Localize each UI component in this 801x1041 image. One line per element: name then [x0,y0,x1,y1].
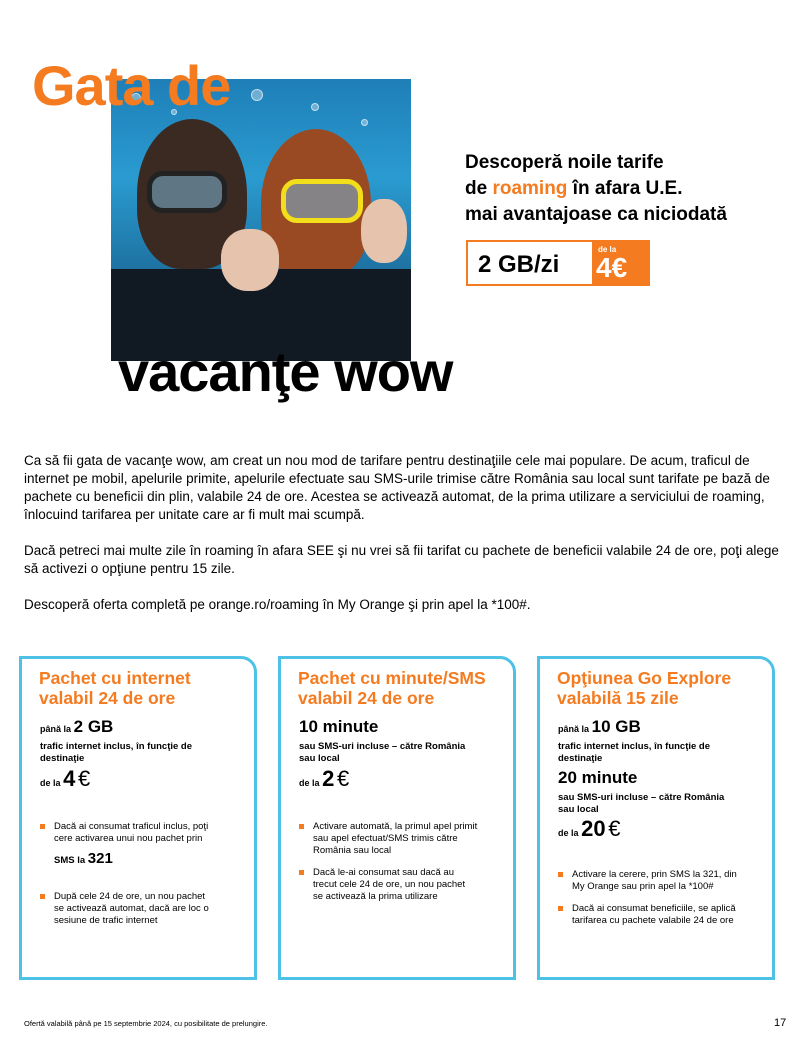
card-title-line-2: valabil 24 de ore [298,688,435,708]
card-bullets [299,821,499,913]
bullet-item [558,869,758,893]
bullet-line: Dacă le-ai consumat sau dacă au [313,867,454,878]
bullet-line: Activare la cerere, prin SMS la 321, din [572,869,737,880]
sms-code [40,850,245,867]
intro-paragraph-2: Dacă petreci mai multe zile în roaming în afara SEE şi nu vrei să fii tarifat cu pachete de beneficii valabile 24 de ore, poţi alege să activezi o opţiune pentru 15 zile. [24,543,779,576]
card-amount [558,717,763,736]
price-badge-amount: 4€ [596,252,628,283]
bullet-item [558,903,758,927]
ok-hand-right [361,199,407,263]
card-desc [40,741,245,765]
card-title [298,668,513,708]
card-minutes-sms-24h [278,656,516,980]
promo-line-2-pre: de [465,178,493,199]
card-desc-2-line-1: sau SMS-uri incluse – către România [558,792,725,803]
card-desc-line-2: destinaţie [558,753,603,764]
card-price [558,816,763,841]
card-amount-2-value: 20 minute [558,768,638,787]
card-desc-line-1: trafic internet inclus, în funcţie de [558,741,711,752]
intro-paragraph-3: Descoperă oferta completă pe orange.ro/roaming în My Orange şi prin apel la *100#. [24,597,531,612]
euro-symbol: € [608,816,621,841]
promo-headline [465,150,785,228]
card-amount-value: 10 minute [299,717,379,736]
page-number: 17 [774,1017,787,1029]
bullet-line: După cele 24 de ore, un nou pachet [54,891,206,902]
card-desc-line-1: sau SMS-uri incluse – către România [299,741,466,752]
intro-paragraph-1: Ca să fii gata de vacanţe wow, am creat un nou mod de tarifare pentru destinaţiile cele mai populare. De acum, traficul de internet pe mobil, apelurile primite, apelurile efectuate sau SMS-urile trimise către România sau local sunt tarifate pe bază de pachete cu beneficii din plin, valabile 24 de ore. Acestea se activează automat, de la prima utilizare a serviciului de roaming, înlocuind tarifarea per unitate care ar fi mult mai scumpă. [24,453,770,522]
card-go-explore-15-days [537,656,775,980]
price-badge-label: 2 GB/zi [478,251,560,278]
card-price-value: 20 [581,816,606,841]
price-badge [466,240,650,286]
card-desc-line-1: trafic internet inclus, în funcţie de [40,741,193,752]
card-title-line-2: valabil 24 de ore [39,688,176,708]
card-title-line-1: Pachet cu minute/SMS [298,668,486,688]
bullet-line: se activează automat, dacă are loc o [54,903,209,914]
bullet-line: trecut cele 24 de ore, un nou pachet [313,879,466,890]
bullet-item [299,821,499,857]
card-title-line-1: Opţiunea Go Explore [557,668,732,688]
hero-title-top: Gata de [32,54,231,117]
diving-mask-right [281,179,363,223]
card-amount [299,717,504,736]
card-desc [558,741,763,765]
card-amount-2 [558,768,763,787]
promo-line-1: Descoperă noile tarife [465,152,664,173]
bubble [361,119,368,126]
bullet-item [299,867,499,903]
card-internet-24h [19,656,257,980]
ok-hand-left [221,229,279,291]
bullet-line: România sau local [313,845,392,856]
card-desc [299,741,504,765]
promo-roaming-highlight: roaming [492,178,568,199]
diving-mask-left [147,171,227,213]
card-title-line-2: valabilă 15 zile [557,688,679,708]
card-title-line-1: Pachet cu internet [39,668,191,688]
card-desc-line-2: destinaţie [40,753,85,764]
card-price-pre: de la [40,778,61,788]
card-desc-line-2: sau local [299,753,340,764]
bullet-line: Activare automată, la primul apel primit [313,821,478,832]
euro-symbol: € [337,766,350,791]
bullet-line: Dacă ai consumat beneficiile, se aplică [572,903,736,914]
sms-code-number: 321 [87,850,113,867]
footer-note: Ofertă valabilă până pe 15 septembrie 2024, cu posibilitate de prelungire. [24,1019,268,1028]
card-desc-2-line-2: sau local [558,804,599,815]
bullet-line: My Orange sau prin apel la *100# [572,881,714,892]
price-badge-from: de la [598,245,617,254]
bullet-line: cere activarea unui nou pachet prin [54,833,203,844]
card-amount-value: 2 GB [73,717,114,736]
bullet-line: Dacă ai consumat traficul inclus, poţi [54,821,209,832]
card-price-pre: de la [299,778,320,788]
card-title [557,668,772,708]
bullet-item [40,821,240,845]
bullet-line: se activează la prima utilizare [313,891,438,902]
card-amount-pre: până la [558,724,590,734]
promo-line-2-post: în afara U.E. [567,178,683,199]
card-desc-2 [558,792,763,816]
card-price [40,766,245,791]
card-bullets [558,869,758,937]
bullet-line: tarifarea cu pachete valabile 24 de ore [572,915,734,926]
card-price-value: 2 [322,766,335,791]
card-amount-pre: până la [40,724,72,734]
promo-line-2 [465,176,785,202]
card-bullets-2 [40,891,240,937]
bullet-line: sau apel efectuat/SMS trimis către [313,833,458,844]
price-badge-amount-box [592,242,648,286]
promo-line-3: mai avantajoase ca niciodată [465,204,727,225]
card-amount [40,717,245,736]
card-title [39,668,254,708]
card-price [299,766,504,791]
card-price-value: 4 [63,766,76,791]
sms-code-pre: SMS la [54,855,86,866]
card-amount-value: 10 GB [591,717,641,736]
euro-symbol: € [78,766,91,791]
card-bullets [40,821,240,855]
intro-text [24,452,784,632]
bullet-item [40,891,240,927]
bubble [251,89,263,101]
bullet-line: sesiune de trafic internet [54,915,158,926]
hero-title-bottom: vacanţe wow [118,340,453,403]
hero-photo-divers [111,79,411,361]
card-price-pre: de la [558,828,579,838]
bubble [311,103,319,111]
